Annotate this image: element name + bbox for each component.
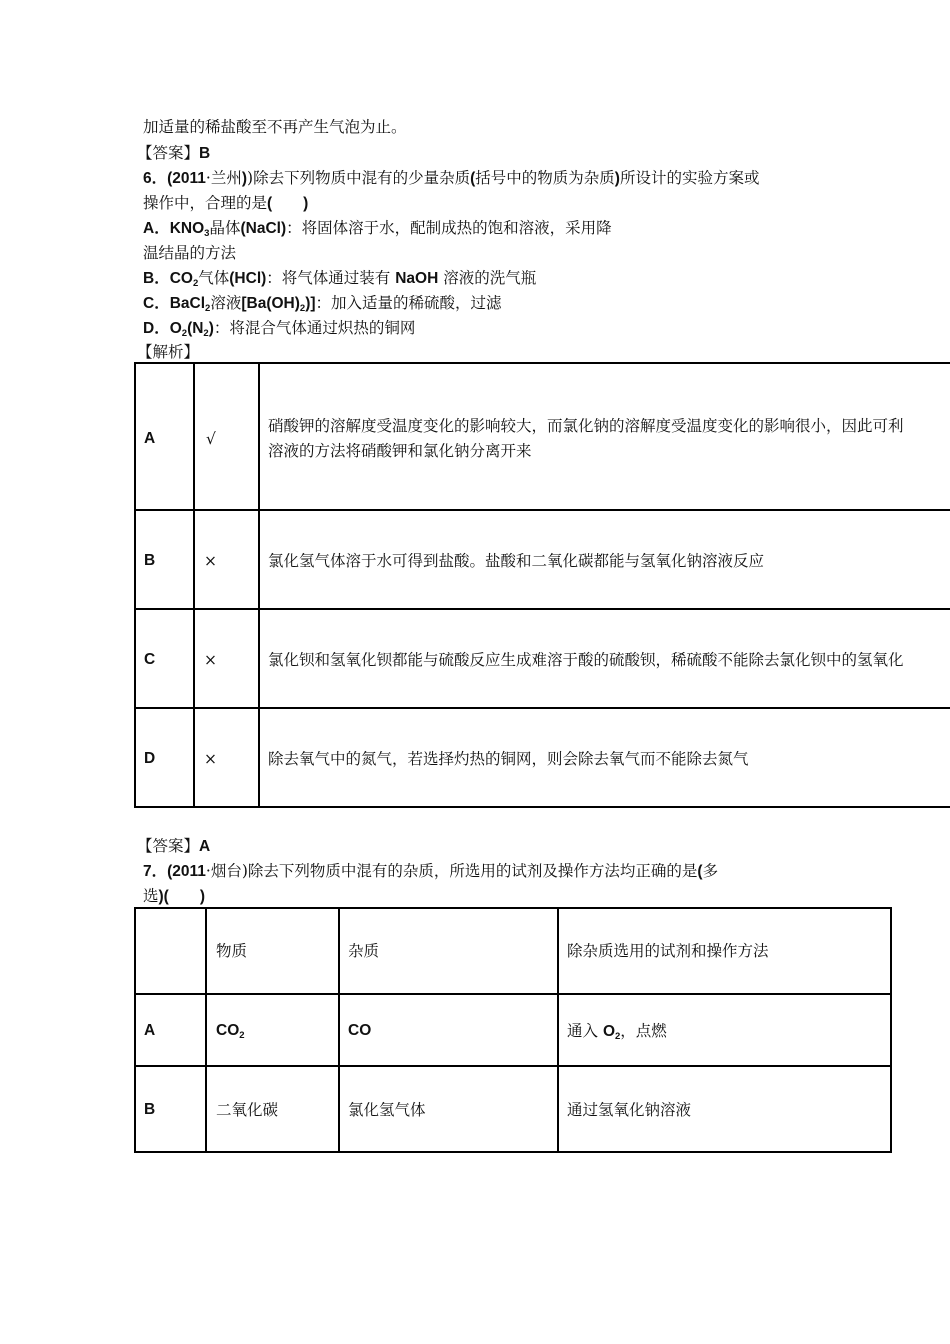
table-border (134, 608, 950, 610)
option-cell: B (144, 1101, 156, 1118)
intro-line: 加适量的稀盐酸至不再产生气泡为止。 (143, 118, 407, 136)
question-6-line1: 6．(2011·兰州))除去下列物质中混有的少量杂质(括号中的物质为杂质)所设计的实验方案或 (143, 169, 760, 187)
table-border (134, 362, 950, 364)
analysis-table (134, 362, 950, 808)
explanation-cell-cont: 溶液的方法将硝酸钾和氯化钠分离开来 (268, 442, 532, 460)
explanation-cell: 除去氧气中的氮气，若选择灼热的铜网，则会除去氧气而不能除去氮气 (268, 750, 749, 768)
substance-cell: $CO_2$ (216, 1022, 245, 1041)
substance-cell: 二氧化碳 (216, 1101, 279, 1119)
option-6c: C．BaCl$_2$溶液$[Ba(OH)_2)$]：加入适量的稀硫酸，过滤 (143, 294, 502, 314)
cross-mark: × (204, 651, 217, 669)
impurity-table (134, 907, 893, 1153)
table-border (134, 1065, 892, 1067)
table-border (134, 362, 136, 808)
table-border (557, 907, 559, 1153)
table-border (134, 509, 950, 511)
answer-6: 【答案】A (137, 837, 211, 855)
explanation-cell: 氯化氢气体溶于水可得到盐酸。盐酸和二氧化碳都能与氢氧化钠溶液反应 (268, 552, 765, 570)
question-6-line2: 操作中，合理的是( ) (143, 194, 309, 212)
impurity-cell: 氯化氢气体 (348, 1101, 426, 1119)
analysis-label: 【解析】 (137, 343, 200, 361)
table-border (258, 362, 260, 808)
cross-mark: × (204, 552, 217, 570)
option-6a-cont: 温结晶的方法 (143, 244, 237, 262)
option-cell: A (144, 430, 156, 447)
option-cell: D (144, 750, 156, 767)
check-mark: √ (206, 430, 216, 448)
table-border (134, 806, 950, 808)
cross-mark: × (204, 750, 217, 768)
explanation-cell: 氯化钡和氢氧化钡都能与硫酸反应生成难溶于酸的硫酸钡，稀硫酸不能除去氯化钡中的氢氧化 (268, 651, 904, 669)
table-border (134, 907, 892, 909)
table-border (134, 907, 136, 1153)
answer-5: 【答案】B (137, 144, 211, 162)
table-border (134, 707, 950, 709)
question-7-line2: 选)( ) (143, 887, 206, 905)
table-border (338, 907, 340, 1153)
method-cell: 通过氢氧化钠溶液 (567, 1101, 692, 1119)
header-impurity: 杂质 (348, 942, 380, 960)
option-cell: C (144, 651, 156, 668)
explanation-cell: 硝酸钾的溶解度受温度变化的影响较大，而氯化钠的溶解度受温度变化的影响很小，因此可利 (268, 417, 904, 435)
method-cell: 通入 $O_2$，点燃 (567, 1022, 667, 1042)
table-border (134, 993, 892, 995)
table-border (193, 362, 195, 808)
header-method: 除杂质选用的试剂和操作方法 (567, 942, 769, 960)
option-6b: B．$CO_2$气体(HCl)：将气体通过装有 NaOH 溶液的洗气瓶 (143, 269, 537, 289)
table-border (890, 907, 892, 1153)
option-6d: D．$O_2(N_2)$：将混合气体通过炽热的铜网 (143, 319, 416, 339)
table-border (134, 1151, 892, 1153)
option-6a: A．$KNO_3$晶体(NaCl)：将固体溶于水，配制成热的饱和溶液，采用降 (143, 219, 612, 239)
header-substance: 物质 (216, 942, 248, 960)
question-7-line1: 7．(2011·烟台)除去下列物质中混有的杂质，所选用的试剂及操作方法均正确的是(多 (143, 862, 719, 880)
option-cell: B (144, 552, 156, 569)
table-border (205, 907, 207, 1153)
impurity-cell: CO (348, 1022, 372, 1039)
option-cell: A (144, 1022, 156, 1039)
